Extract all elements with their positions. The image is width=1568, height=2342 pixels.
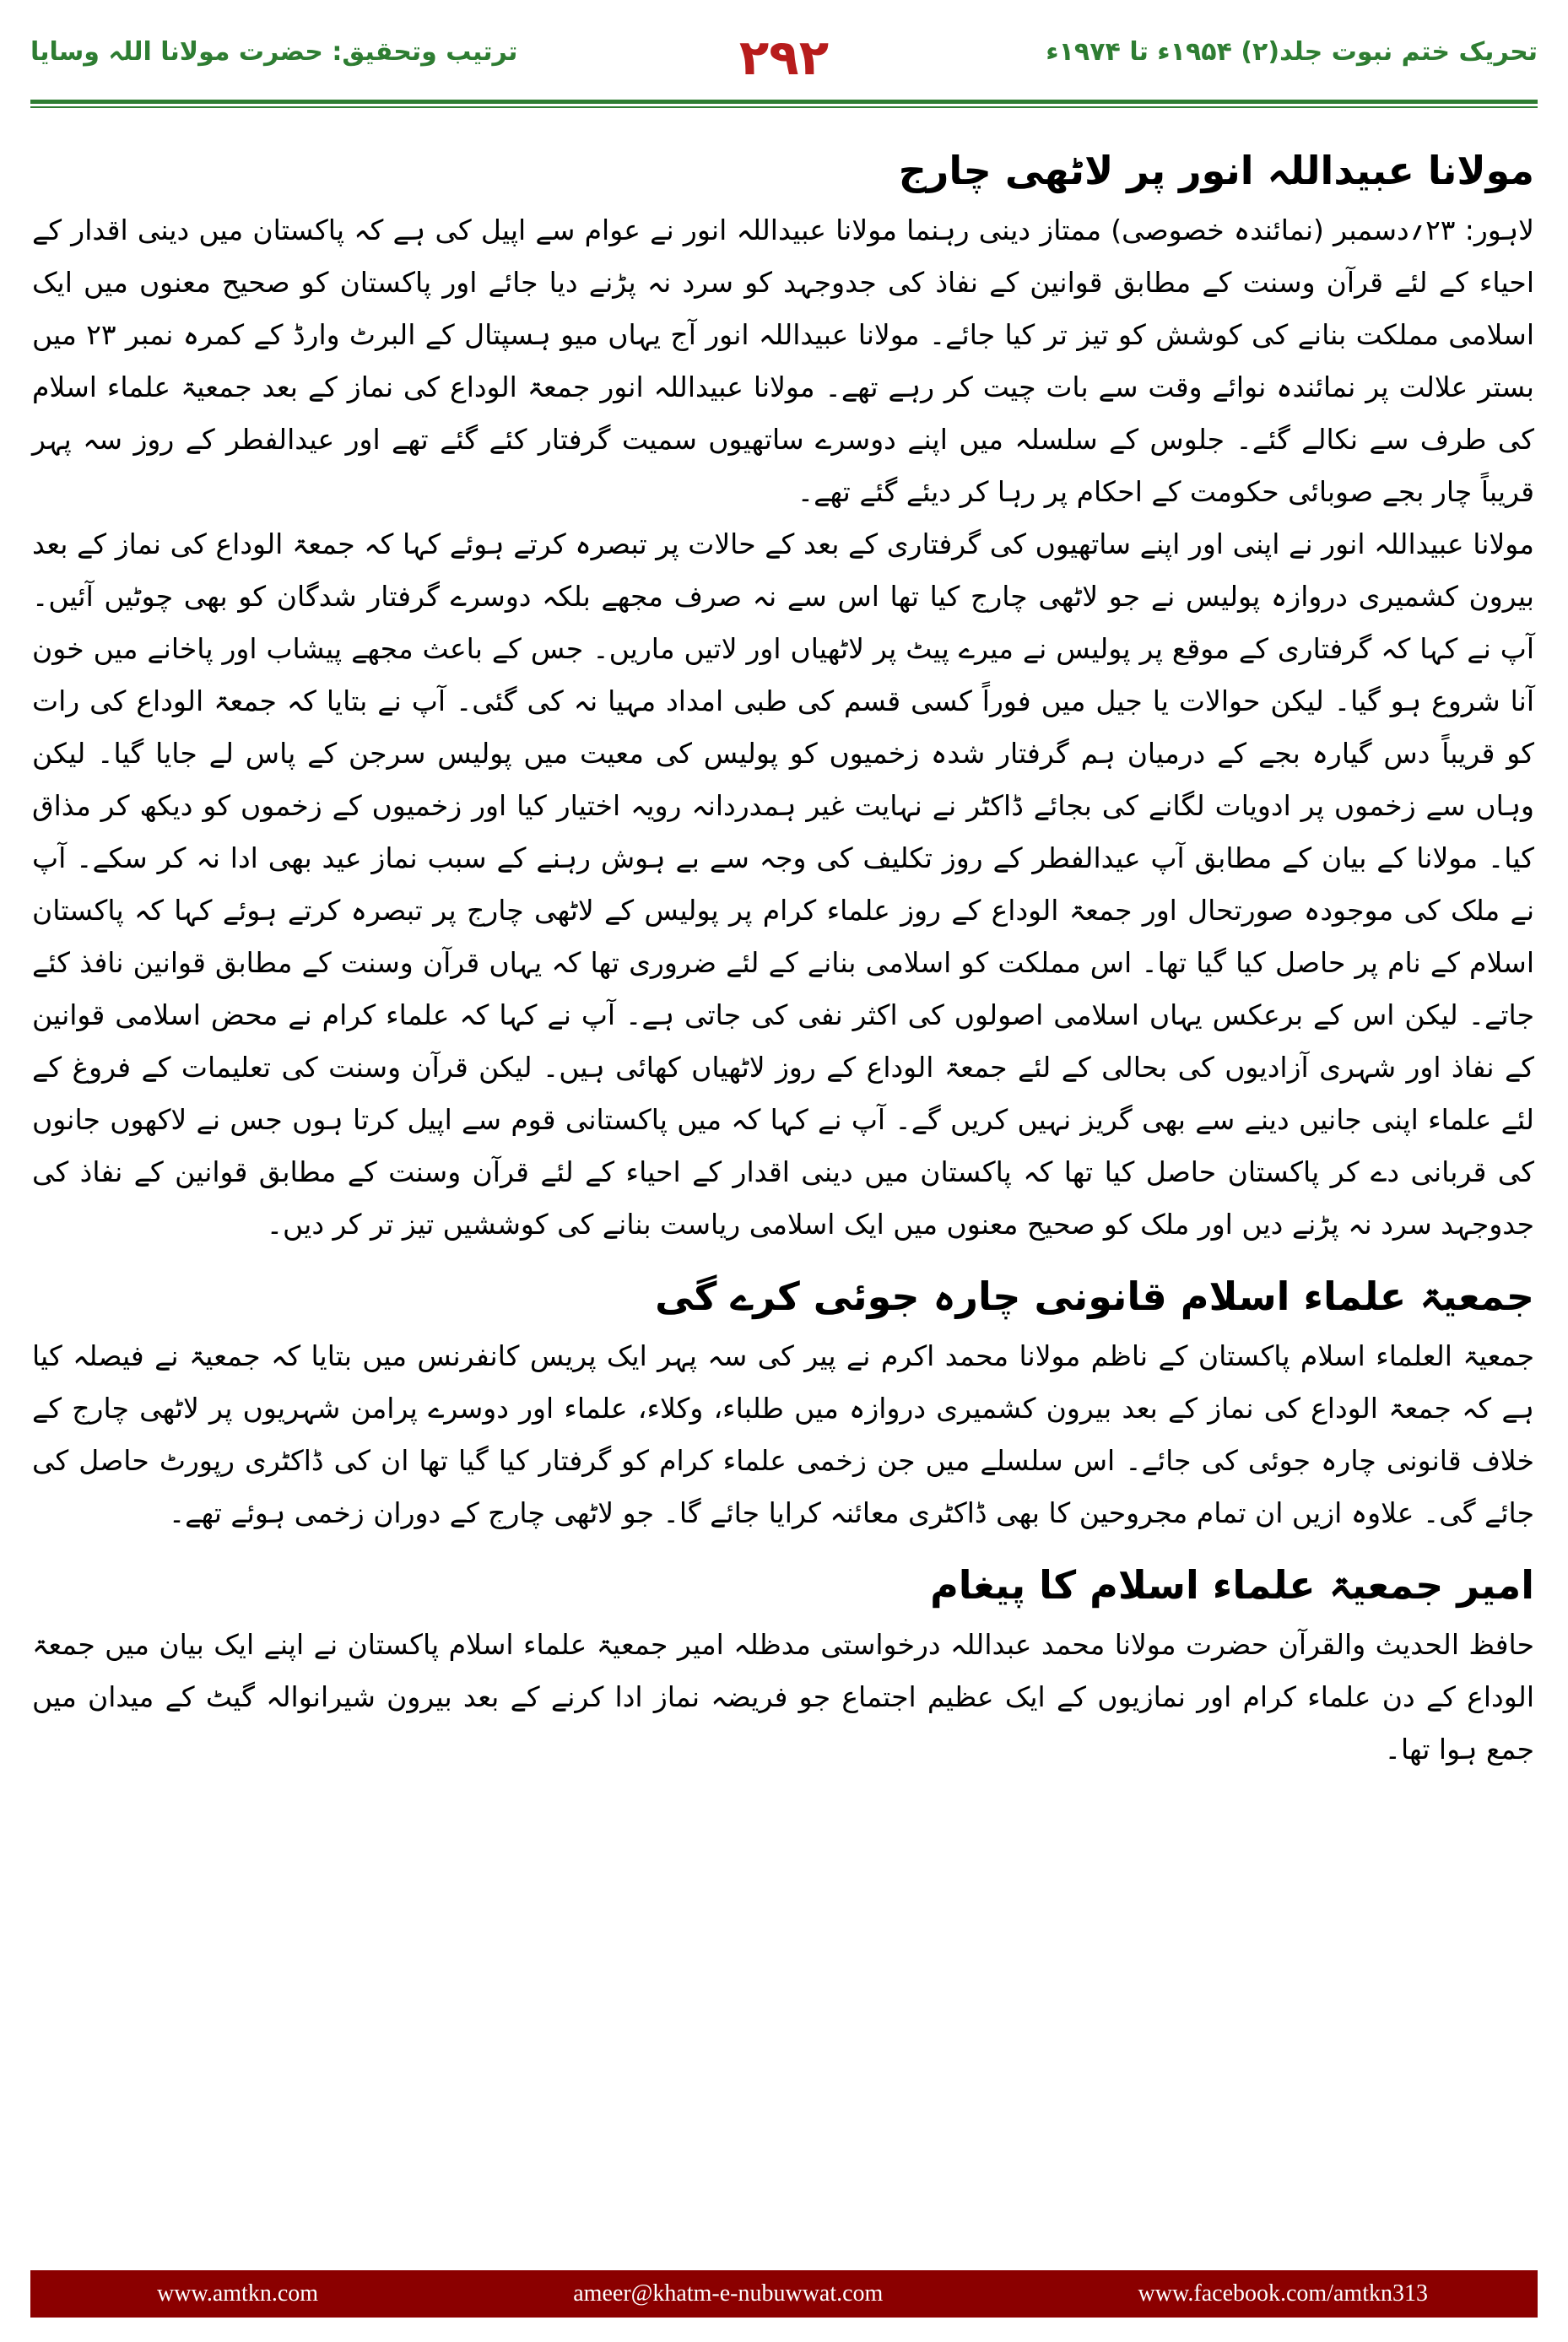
paragraph: جمعیۃ العلماء اسلام پاکستان کے ناظم مولانا محمد اکرم نے پیر کی سہ پہر ایک پریس کانفرنس میں بتایا کہ جمعیۃ نے فیصلہ کیا ہے کہ جمعۃ الوداع کی نماز کے بعد بیرون کشمیری دروازہ میں طلباء، وکلاء، علماء اور دوسرے پرامن شہریوں پر لاٹھی چارج کے خلاف قانونی چارہ جوئی کی جائے۔ اس سلسلے میں جن زخمی علماء کرام کو گرفتار کیا گیا تھا ان کی ڈاکٹری رپورٹ حاصل کی جائے گی۔ علاوہ ازیں ان تمام مجروحین کا بھی ڈاکٹری معائنہ کرایا جائے گا۔ جو لاٹھی چارج کے دوران زخمی ہوئے تھے۔: [32, 1339, 1534, 1529]
page-header: [30, 29, 1538, 96]
section-heading: جمعیۃ علماء اسلام قانونی چارہ جوئی کرے گی: [655, 1274, 1534, 1319]
book-title: تحریک ختم نبوت جلد(۲) ۱۹۵۴ء تا ۱۹۷۴ء: [1046, 37, 1538, 67]
section-lathi-charge: [32, 143, 1534, 1251]
website-link[interactable]: www.amtkn.com: [157, 2280, 319, 2307]
email-link[interactable]: ameer@khatm-e-nubuwwat.com: [573, 2280, 884, 2307]
footer-links: [30, 2277, 1538, 2311]
header-rule-thin: [30, 106, 1538, 108]
paragraph: مولانا عبیداللہ انور نے اپنی اور اپنے ساتھیوں کی گرفتاری کے بعد کے حالات پر تبصرہ کرتے ہوئے کہا کہ جمعۃ الوداع کی نماز کے بعد بیرون کشمیری دروازہ پولیس نے جو لاٹھی چارج کیا تھا اس سے نہ صرف مجھے بلکہ دوسرے گرفتار شدگان کو بھی چوٹیں آئیں۔ آپ نے کہا کہ گرفتاری کے موقع پر پولیس نے میرے پیٹ پر لاٹھیاں اور لاتیں ماریں۔ جس کے باعث مجھے پیشاب اور پاخانے میں خون آنا شروع ہو گیا۔ لیکن حوالات یا جیل میں فوراً کسی قسم کی طبی امداد مہیا نہ کی گئی۔ آپ نے بتایا کہ جمعۃ الوداع کی رات کو قریباً دس گیارہ بجے کے درمیان ہم گرفتار شدہ زخمیوں کو پولیس کی معیت میں پولیس سرجن کے پاس لے جایا گیا۔ لیکن وہاں سے زخموں پر ادویات لگانے کی بجائے ڈاکٹر نے نہایت غیر ہمدردانہ رویہ اختیار کیا اور زخمیوں کے زخموں کو دیکھ کر مذاق کیا۔ مولانا کے بیان کے مطابق آپ عیدالفطر کے روز تکلیف کی وجہ سے بے ہوش رہنے کے سبب نماز عید بھی ادا نہ کر سکے۔ آپ نے ملک کی موجودہ صورتحال اور جمعۃ الوداع کے روز علماء کرام پر پولیس کے لاٹھی چارج پر تبصرہ کرتے ہوئے کہا کہ پاکستان اسلام کے نام پر حاصل کیا گیا تھا۔ اس مملکت کو اسلامی بنانے کے لئے ضروری تھا کہ یہاں قرآن وسنت کے مطابق قوانین نافذ کئے جاتے۔ لیکن اس کے برعکس یہاں اسلامی اصولوں کی اکثر نفی کی جاتی ہے۔ آپ نے کہا کہ علماء کرام نے محض اسلامی قوانین کے نفاذ اور شہری آزادیوں کی بحالی کے لئے جمعۃ الوداع کے روز لاٹھیاں کھائی ہیں۔ لیکن قرآن وسنت کی تعلیمات کے فروغ کے لئے علماء اپنی جانیں دینے سے بھی گریز نہیں کریں گے۔ آپ نے کہا کہ میں پاکستانی قوم سے اپیل کرتا ہوں جس نے لاکھوں جانوں کی قربانی دے کر پاکستان حاصل کیا تھا کہ پاکستان میں دینی اقدار کے احیاء کے لئے قرآن وسنت کے مطابق قوانین کے نفاذ کی جدوجہد سرد نہ پڑنے دیں اور ملک کو صحیح معنوں میں ایک اسلامی ریاست بنانے کی کوششیں تیز تر کر دیں۔: [32, 527, 1534, 1241]
facebook-link[interactable]: www.facebook.com/amtkn313: [1138, 2280, 1428, 2307]
page-number: ۲۹۲: [738, 29, 830, 86]
page-footer: [30, 2270, 1538, 2318]
section-legal-action: [32, 1269, 1534, 1539]
section-ameer-message: [32, 1558, 1534, 1776]
article-body: [32, 143, 1534, 2199]
section-heading: امیر جمعیۃ علماء اسلام کا پیغام: [930, 1562, 1534, 1608]
paragraph: حافظ الحدیث والقرآن حضرت مولانا محمد عبداللہ درخواستی مدظلہ امیر جمعیۃ علماء اسلام پاکستان نے اپنے ایک بیان میں جمعۃ الوداع کے دن علماء کرام اور نمازیوں کے ایک عظیم اجتماع جو فریضہ نماز ادا کرنے کے بعد بیرون شیرانوالہ گیٹ کے میدان میں جمع ہوا تھا۔: [32, 1628, 1534, 1766]
compiler-credit: ترتیب وتحقیق: حضرت مولانا اللہ وسایا: [30, 37, 518, 67]
section-heading: مولانا عبیداللہ انور پر لاٹھی چارج: [898, 148, 1534, 193]
header-rule: [30, 100, 1538, 104]
paragraph: لاہور: ۲۳؍دسمبر (نمائندہ خصوصی) ممتاز دینی رہنما مولانا عبیداللہ انور نے عوام سے اپیل کی ہے کہ پاکستان میں دینی اقدار کے احیاء کے لئے قرآن وسنت کے مطابق قوانین کے نفاذ کی جدوجہد کو سرد نہ پڑنے دیا جائے اور پاکستان کو صحیح معنوں میں ایک اسلامی مملکت بنانے کی کوشش کو تیز تر کیا جائے۔ مولانا عبیداللہ انور آج یہاں میو ہسپتال کے البرٹ وارڈ کے کمرہ نمبر ۲۳ میں بستر علالت پر نمائندہ نوائے وقت سے بات چیت کر رہے تھے۔ مولانا عبیداللہ انور جمعۃ الوداع کی نماز کے بعد جمعیۃ علماء اسلام کی طرف سے نکالے گئے۔ جلوس کے سلسلہ میں اپنے دوسرے ساتھیوں سمیت گرفتار کئے گئے تھے اور عیدالفطر کے روز سہ پہر قریباً چار بجے صوبائی حکومت کے احکام پر رہا کر دیئے گئے تھے۔: [32, 214, 1534, 508]
